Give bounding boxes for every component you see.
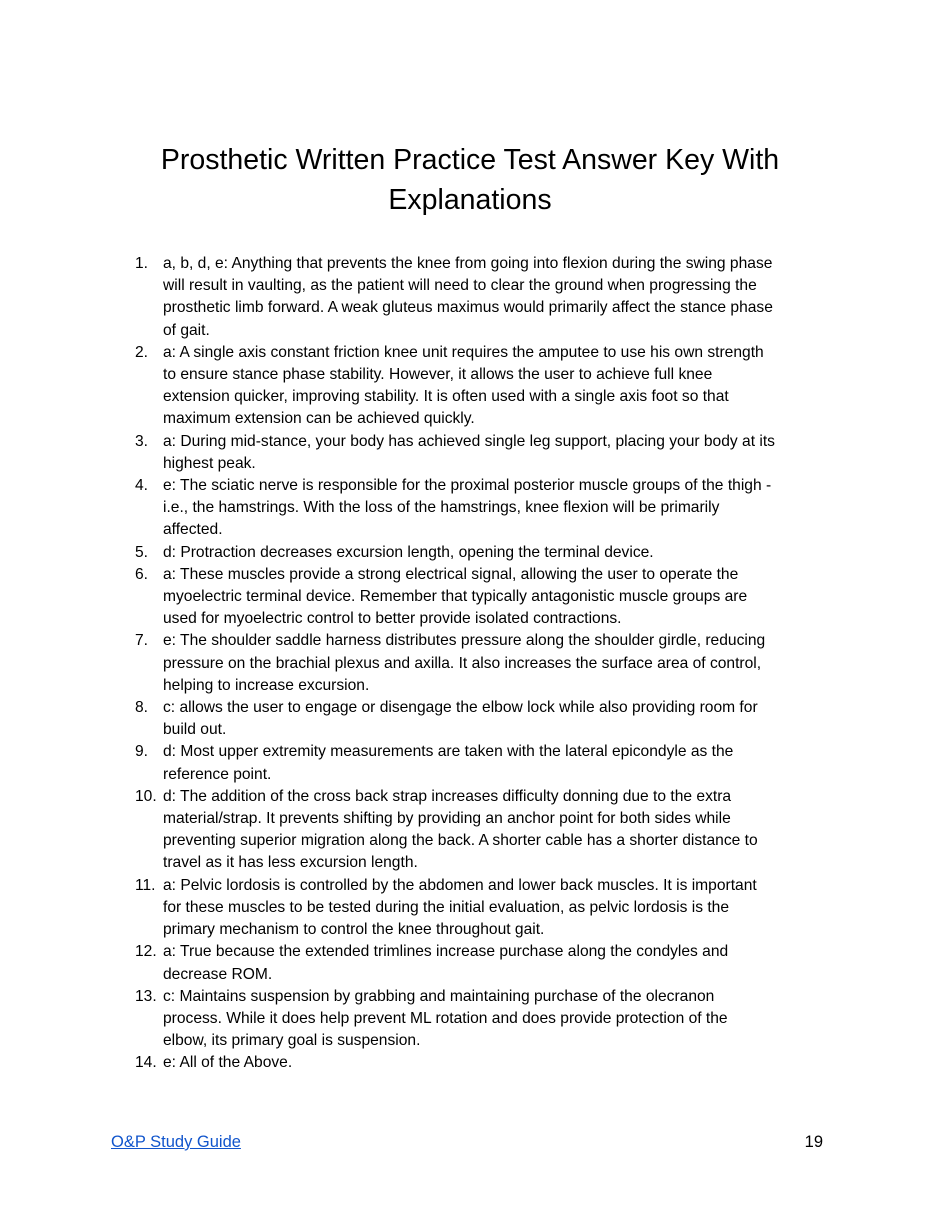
answer-number: 12. (135, 943, 157, 961)
answer-text: c: allows the user to engage or disengage the elbow lock while also providing room for build out. (163, 699, 758, 739)
answer-item-5 (135, 542, 830, 564)
answer-text: d: The addition of the cross back strap increases difficulty donning due to the extra material/strap. It prevents shifting by providing an anchor point for both sides while preventing superior migration along the back. A shorter cable has a shorter distance to travel as it has less excursion length. (163, 787, 758, 872)
answer-item-14 (135, 1052, 830, 1074)
answer-number: 13. (135, 987, 157, 1005)
answer-item-7 (135, 630, 830, 697)
answer-text: a: True because the extended trimlines increase purchase along the condyles and decrease ROM. (163, 943, 729, 983)
answer-number: 10. (135, 787, 157, 805)
answer-item-12 (135, 941, 830, 985)
answer-text: a, b, d, e: Anything that prevents the knee from going into flexion during the swing phase will result in vaulting, as the patient will need to clear the ground when progressing the prosthetic limb forward. A weak gluteus maximus would primarily affect the stance phase of gait. (163, 255, 773, 339)
answer-number: 8. (135, 699, 149, 717)
answer-text: a: These muscles provide a strong electrical signal, allowing the user to operate the myoelectric terminal device. Remember that typically antagonistic muscle groups are used for myoelectric control to better provide isolated contractions. (163, 565, 748, 628)
page-number: 19 (804, 1133, 823, 1151)
page-title-line-1: Prosthetic Written Practice Test Answer Key With (160, 144, 780, 176)
answer-number: 3. (135, 432, 149, 450)
page-title-line-2: Explanations (388, 184, 552, 216)
page-title (100, 140, 840, 220)
answer-number: 2. (135, 343, 149, 361)
answer-text: c: Maintains suspension by grabbing and maintaining purchase of the olecranon process. While it does help prevent ML rotation and does provide protection of the elbow, its primary goal is suspension. (163, 987, 728, 1050)
answer-item-1 (135, 253, 830, 342)
answer-item-13 (135, 986, 830, 1053)
answer-number: 4. (135, 477, 149, 495)
answer-item-2 (135, 342, 830, 431)
answer-text: a: During mid-stance, your body has achieved single leg support, placing your body at its highest peak. (163, 432, 775, 472)
answer-text: e: All of the Above. (163, 1054, 293, 1072)
answer-item-11 (135, 875, 830, 942)
answer-item-3 (135, 431, 830, 475)
answer-number: 7. (135, 632, 149, 650)
answer-text: e: The shoulder saddle harness distributes pressure along the shoulder girdle, reducing pressure on the brachial plexus and axilla. It also increases the surface area of control, helping to increase excursion. (163, 632, 766, 694)
answer-number: 5. (135, 543, 149, 561)
answer-item-4 (135, 475, 830, 542)
answer-number: 9. (135, 743, 149, 761)
answer-item-9 (135, 741, 830, 785)
answer-text: a: Pelvic lordosis is controlled by the abdomen and lower back muscles. It is important for these muscles to be tested during the initial evaluation, as pelvic lordosis is the primary mechanism to control the knee throughout gait. (163, 876, 757, 939)
answer-item-8 (135, 697, 830, 741)
answer-item-6 (135, 564, 830, 631)
answer-text: a: A single axis constant friction knee unit requires the amputee to use his own strength to ensure stance phase stability. However, it allows the user to achieve full knee extension quicker, improving stability. It is often used with a single axis foot so that maximum extension can be achieved quickly. (163, 343, 764, 428)
answer-text: d: Most upper extremity measurements are taken with the lateral epicondyle as the reference point. (163, 743, 734, 783)
answer-number: 11. (135, 876, 156, 894)
answer-number: 6. (135, 565, 149, 583)
answer-list (135, 253, 830, 1075)
answer-number: 14. (135, 1054, 157, 1072)
answer-item-10 (135, 786, 830, 875)
study-guide-link[interactable]: O&P Study Guide (111, 1133, 241, 1151)
answer-text: d: Protraction decreases excursion length, opening the terminal device. (163, 543, 654, 561)
answer-number: 1. (135, 255, 149, 272)
answer-text: e: The sciatic nerve is responsible for the proximal posterior muscle groups of the thigh - i.e., the hamstrings. With the loss of the hamstrings, knee flexion will be primarily affected. (163, 477, 772, 539)
